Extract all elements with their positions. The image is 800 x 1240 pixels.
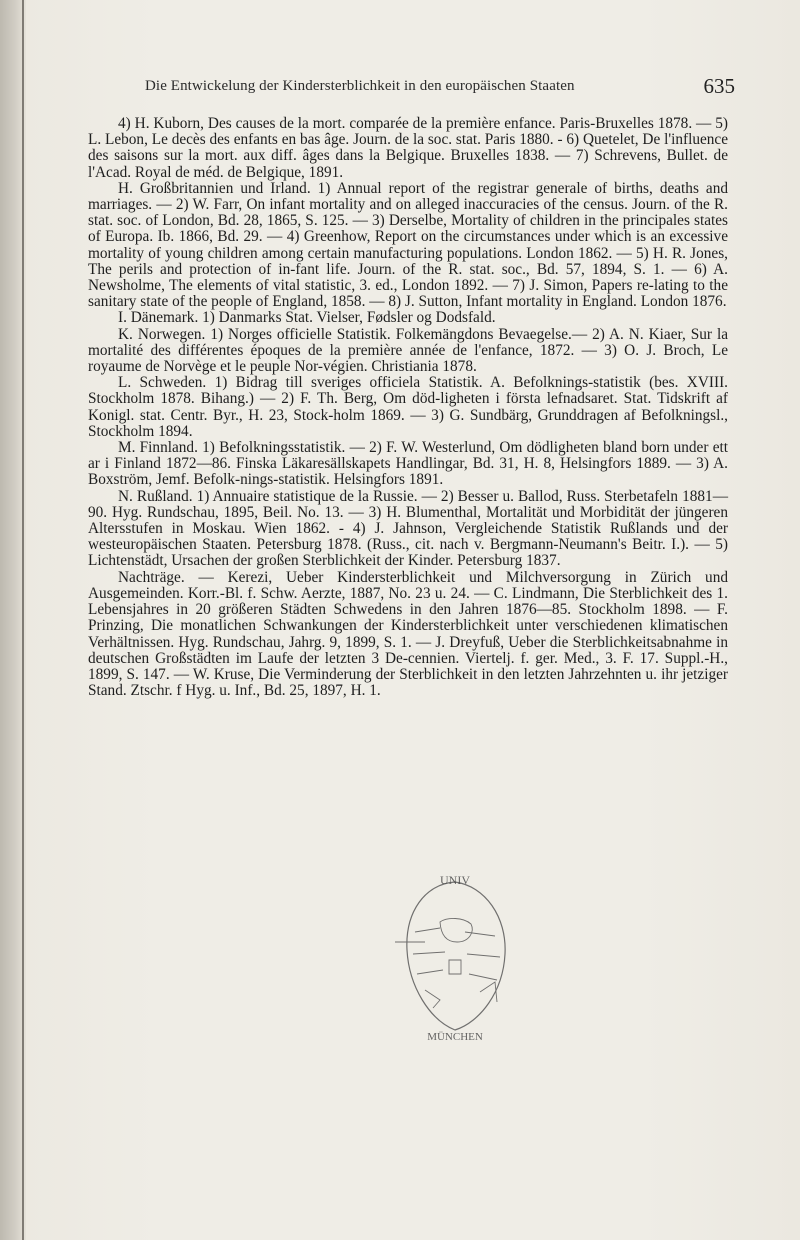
- page-header: [145, 74, 735, 104]
- paragraph-norway: K. Norwegen. 1) Norges officielle Statistik. Folkemängdons Bevaegelse.— 2) A. N. Kiaer, Sur la mortalité des différentes époques de la première année de l'enfance, 1872. — 3) O. J. Broch, Le royaume de Norvège et le peuple Nor-végien. Christiania 1878.: [88, 325, 728, 376]
- paragraph-sweden: L. Schweden. 1) Bidrag till sveriges officiela Statistik. A. Befolknings-statistik (bes. XVIII. Stockholm 1878. Bihang.) — 2) F. Th. Berg, Om död-ligheten i första lefnadsaret. Stat. Tidskrift af Konigl. stat. Centr. Byr., H. 23, Stock-holm 1869. — 3) G. Sundbärg, Grunddragen af Befolkningsl., Stockholm 1894.: [88, 374, 728, 440]
- paragraph-russia: N. Rußland. 1) Annuaire statistique de la Russie. — 2) Besser u. Ballod, Russ. Sterbetafeln 1881—90. Hyg. Rundschau, 1895, Beil. No. 13. — 3) H. Blumenthal, Mortalität und Morbidität der jüngeren Altersstufen in Moskau. Wien 1862. - 4) J. Jahnson, Vergleichende Statistik Rußlands und der westeuropäischen Staaten. Petersburg 1878. (Russ., cit. nach v. Bergmann-Neumann's Beitr. I.). — 5) Lichtenstädt, Ursachen der großen Sterblichkeit der Kinder. Petersburg 1837.: [88, 487, 728, 570]
- paragraph-addenda: Nachträge. — Kerezi, Ueber Kindersterblichkeit und Milchversorgung in Zürich und Ausgemeinden. Korr.-Bl. f. Schw. Aerzte, 1887, No. 23 u. 24. — C. Lindmann, Die Sterblichkeit des 1. Lebensjahres in 20 größeren Städten Schwedens in den Jahren 1876—85. Stockholm 1898. — F. Prinzing, Die monatlichen Schwankungen der Kindersterblichkeit unter verschiedenen klimatischen Verhältnissen. Hyg. Rundschau, Jahrg. 9, 1899, S. 1. — J. Dreyfuß, Ueber die Sterblichkeitsabnahme in deutschen Großstädten im Laufe der letzten 3 De-cennien. Viertelj. f. ger. Med., 3. F. 17. Suppl.-H., 1899, S. 147. — W. Kruse, Die Verminderung der Sterblichkeit in den letzten Jahrzehnten u. ihr jetziger Stand. Ztschr. f Hyg. u. Inf., Bd. 25, 1897, H. 1.: [88, 568, 728, 700]
- library-stamp-graphic: [385, 862, 525, 1052]
- bibliography-text: [88, 116, 728, 699]
- stamp-top-text: UNIV: [440, 873, 470, 887]
- running-title: Die Entwickelung der Kindersterblichkeit in den europäischen Staaten: [145, 78, 575, 94]
- page-number: 635: [703, 74, 735, 98]
- library-stamp: [385, 862, 525, 1052]
- paragraph-belgium-cont: 4) H. Kuborn, Des causes de la mort. comparée de la première enfance. Paris-Bruxelles 1878. — 5) L. Lebon, Le decès des enfants en bas âge. Journ. de la soc. stat. Paris 1880. - 6) Quetelet, De l'influence des saisons sur la mort. aux diff. âges dans la Belgique. Bruxelles 1838. — 7) Schrevens, Bullet. de l'Acad. Royal de méd. de Belgique, 1891.: [88, 115, 728, 181]
- gutter-line: [22, 0, 24, 1240]
- paragraph-denmark: I. Dänemark. 1) Danmarks Stat. Vielser, Fødsler og Dodsfald.: [118, 309, 496, 327]
- stamp-bottom-text: MÜNCHEN: [427, 1031, 483, 1043]
- paragraph-great-britain: H. Großbritannien und Irland. 1) Annual report of the registrar generale of births, deaths and marriages. — 2) W. Farr, On infant mortality and on alleged inaccuracies of the census. Journ. of the R. stat. soc. of London, Bd. 28, 1865, S. 125. — 3) Derselbe, Mortality of children in the principales states of Europa. Ib. 1866, Bd. 29. — 4) Greenhow, Report on the circumstances under which is an excessive mortality of young children among certain manufacturing populations. London 1862. — 5) H. R. Jones, The perils and protection of in-fant life. Journ. of the R. stat. soc., Bd. 57, 1894, S. 1. — 6) A. Newsholme, The elements of vital statistic, 3. ed., London 1892. — 7) J. Simon, Papers re-lating to the sanitary state of the people of England, 1858. — 8) J. Sutton, Infant mortality in England. London 1876.: [88, 179, 728, 311]
- paragraph-finland: M. Finnland. 1) Befolkningsstatistik. — 2) F. W. Westerlund, Om dödligheten bland born under ett ar i Finland 1872—86. Finska Läkaresällskapets Handlingar, Bd. 31, H. 8, Helsingfors 1889. — 3) A. Boxström, Jemf. Befolk-nings-statistik. Helsingfors 1891.: [88, 439, 728, 489]
